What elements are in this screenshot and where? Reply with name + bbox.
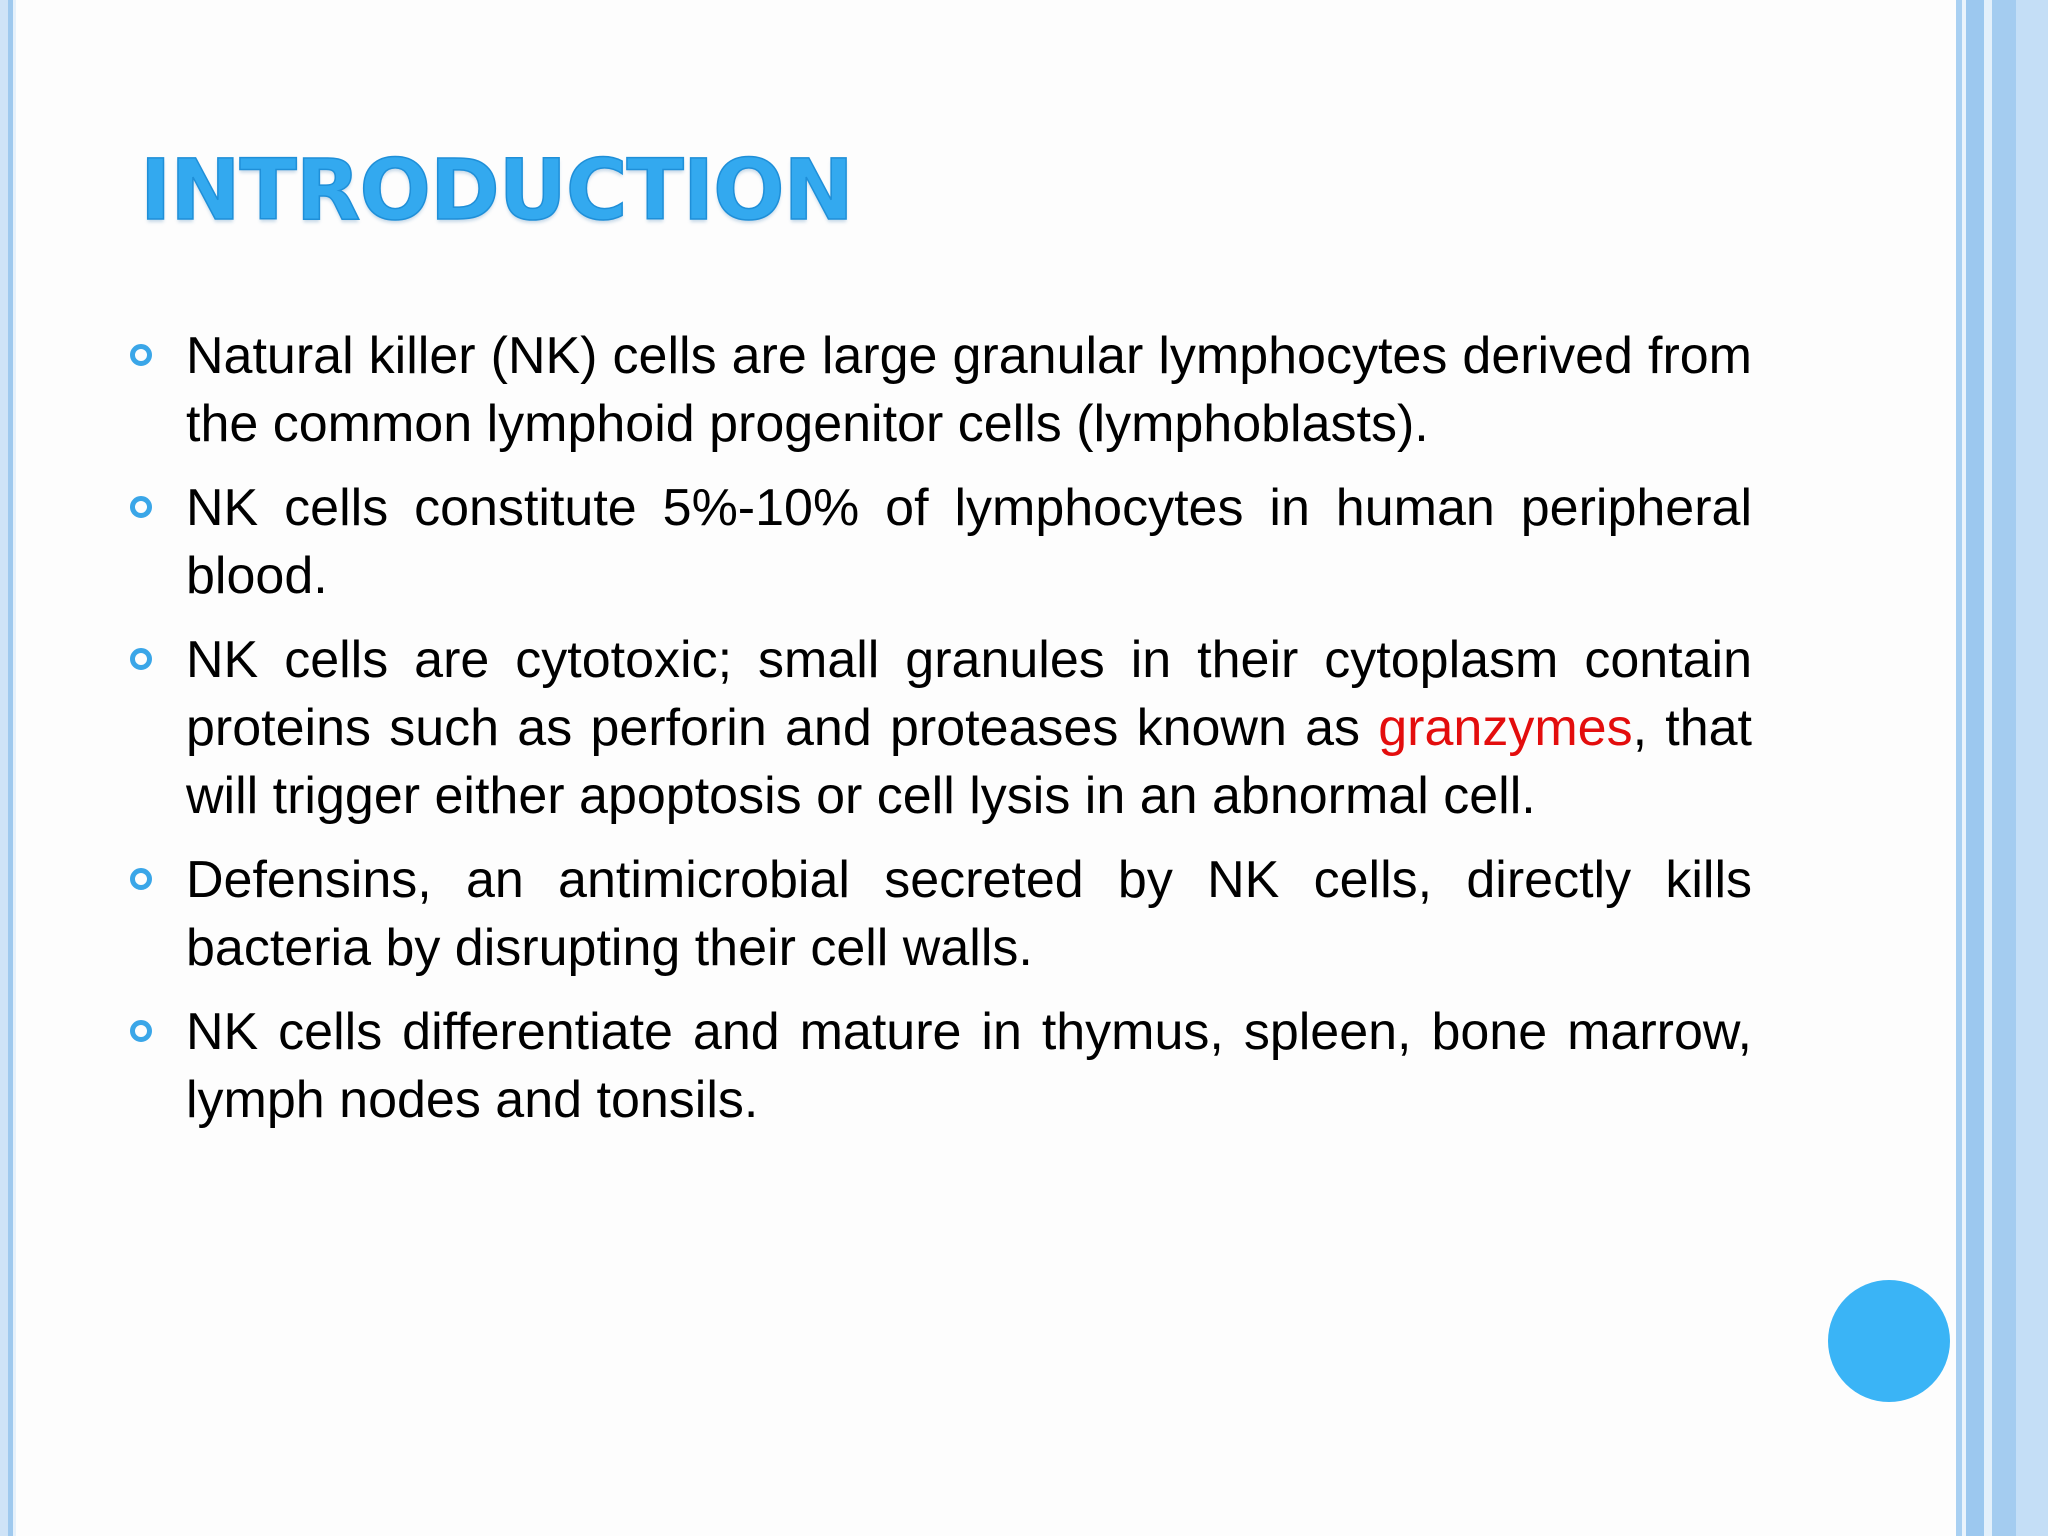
list-item [130, 626, 1752, 830]
bullet-text-part: NK cells are cytotoxic; small granules in their cytoplasm contain proteins such as perforin and proteases known as [186, 631, 1752, 757]
bullet-text: Natural killer (NK) cells are large granular lymphocytes derived from the common lymphoid progenitor cells (lymphoblasts). [186, 327, 1752, 453]
right-border-stripe [2016, 0, 2048, 1536]
list-item [130, 846, 1752, 982]
right-border-stripe [1966, 0, 1984, 1536]
bullet-text: Defensins, an antimicrobial secreted by NK cells, directly kills bacteria by disrupting their cell walls. [186, 851, 1752, 977]
right-border-stripe [1984, 0, 1992, 1536]
list-item [130, 474, 1752, 610]
highlighted-term: granzymes [1378, 699, 1633, 757]
ring-bullet-icon [130, 648, 152, 670]
left-border-stripe [13, 0, 16, 1536]
bullet-text: NK cells constitute 5%-10% of lymphocytes in human peripheral blood. [186, 479, 1752, 605]
bullet-list [130, 322, 1752, 1150]
bullet-text [186, 626, 1752, 830]
right-border-stripe [1992, 0, 2016, 1536]
bullet-text-part: , that will trigger either apoptosis or cell lysis in an abnormal cell. [186, 699, 1752, 825]
ring-bullet-icon [130, 496, 152, 518]
circle-decoration-icon [1828, 1280, 1950, 1402]
ring-bullet-icon [130, 1020, 152, 1042]
left-border-stripe [0, 0, 8, 1536]
list-item [130, 998, 1752, 1134]
list-item [130, 322, 1752, 458]
ring-bullet-icon [130, 344, 152, 366]
ring-bullet-icon [130, 868, 152, 890]
slide-title: INTRODUCTION [140, 141, 853, 239]
bullet-text: NK cells differentiate and mature in thymus, spleen, bone marrow, lymph nodes and tonsils. [186, 1003, 1752, 1129]
